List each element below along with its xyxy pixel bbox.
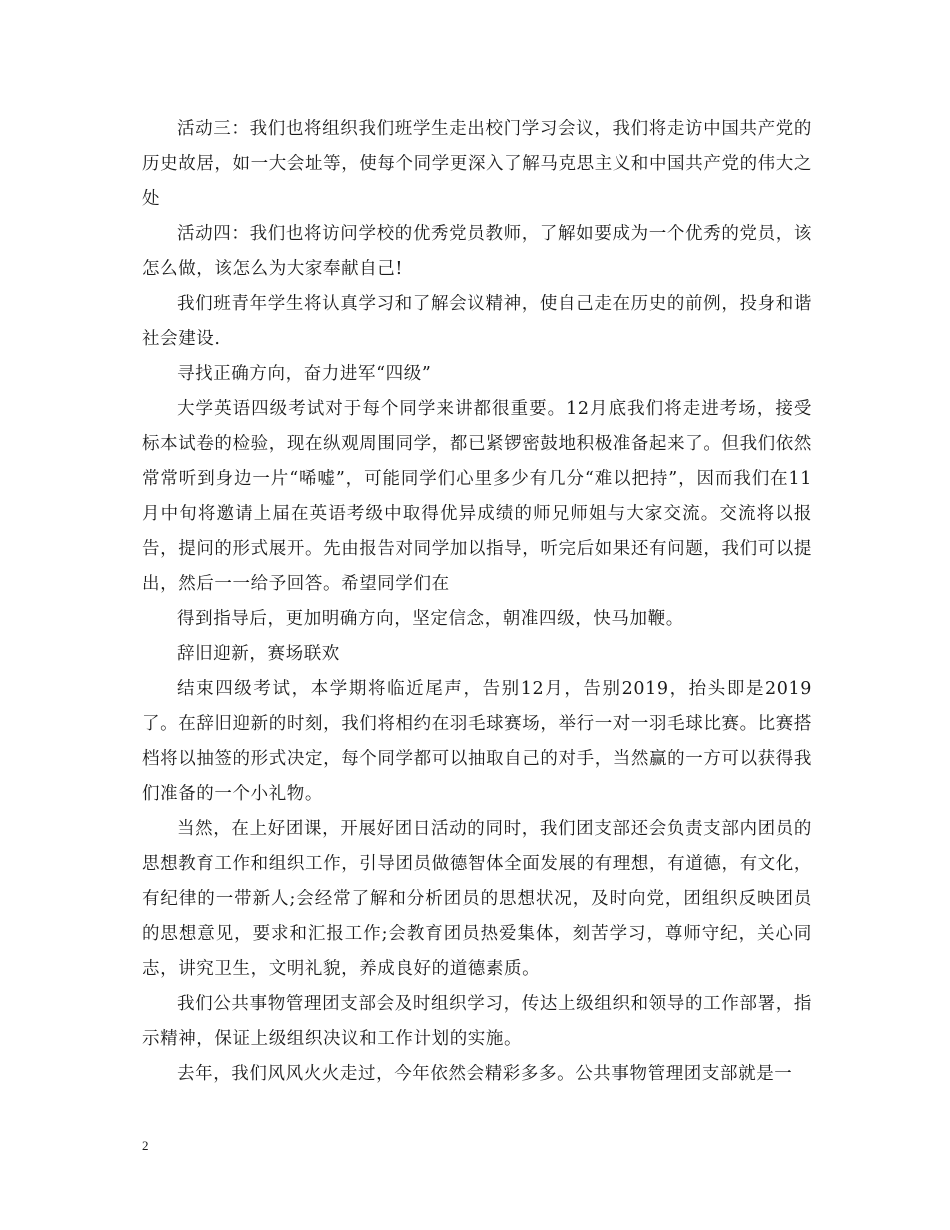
paragraph-organization-study: 我们公共事物管理团支部会及时组织学习，传达上级组织和领导的工作部署，指示精神，保证上级组织决议和工作计划的实施。 [142, 994, 812, 1049]
paragraph-cet4-guidance: 得到指导后，更加明确方向，坚定信念，朝准四级，快马加鞭。 [177, 609, 684, 629]
page-number: 2 [142, 1138, 149, 1153]
paragraph-cet4-exchange: 大学英语四级考试对于每个同学来讲都很重要。12月底我们将走进考场，接受标本试卷的检验，现在纵观周围同学，都已紧锣密鼓地积极准备起来了。但我们依然常常听到身边一片“唏嘘”，可能同学们心里多少有几分“难以把持”，因而我们在11月中旬将邀请上届在英语考级中取得优异成绩的师兄师姐与大家交流。交流将以报告，提问的形式展开。先由报告对同学加以指导，听完后如果还有问题，我们可以提出，然后一一给予回答。希望同学们在 [142, 399, 812, 594]
paragraph-activity-four: 活动四：我们也将访问学校的优秀党员教师，了解如要成为一个优秀的党员，该怎么做，该怎么为大家奉献自己! [142, 224, 812, 279]
section-heading-new-year: 辞旧迎新，赛场联欢 [177, 644, 340, 664]
paragraph-member-education: 当然，在上好团课，开展好团日活动的同时，我们团支部还会负责支部内团员的思想教育工作和组织工作，引导团员做德智体全面发展的有理想，有道德，有文化，有纪律的一带新人;会经常了解和分析团员的思想状况，及时向党，团组织反映团员的思想意见，要求和汇报工作;会教育团员热爱集体，刻苦学习，尊师守纪，关心同志，讲究卫生，文明礼貌，养成良好的道德素质。 [142, 819, 812, 979]
document-body [142, 112, 812, 1092]
paragraph-last-year: 去年，我们风风火火走过，今年依然会精彩多多。公共事物管理团支部就是一 [177, 1064, 793, 1084]
paragraph-badminton: 结束四级考试，本学期将临近尾声，告别12月，告别2019，抬头即是2019了。在辞旧迎新的时刻，我们将相约在羽毛球赛场，举行一对一羽毛球比赛。比赛搭档将以抽签的形式决定，每个同学都可以抽取自己的对手，当然赢的一方可以获得我们准备的一个小礼物。 [142, 679, 812, 804]
paragraph-activity-three: 活动三：我们也将组织我们班学生走出校门学习会议，我们将走访中国共产党的历史故居，如一大会址等，使每个同学更深入了解马克思主义和中国共产党的伟大之处 [142, 119, 812, 209]
section-heading-cet4: 寻找正确方向，奋力进军“四级” [177, 364, 432, 384]
paragraph-study-spirit: 我们班青年学生将认真学习和了解会议精神，使自己走在历史的前例，投身和谐社会建设. [142, 294, 812, 349]
